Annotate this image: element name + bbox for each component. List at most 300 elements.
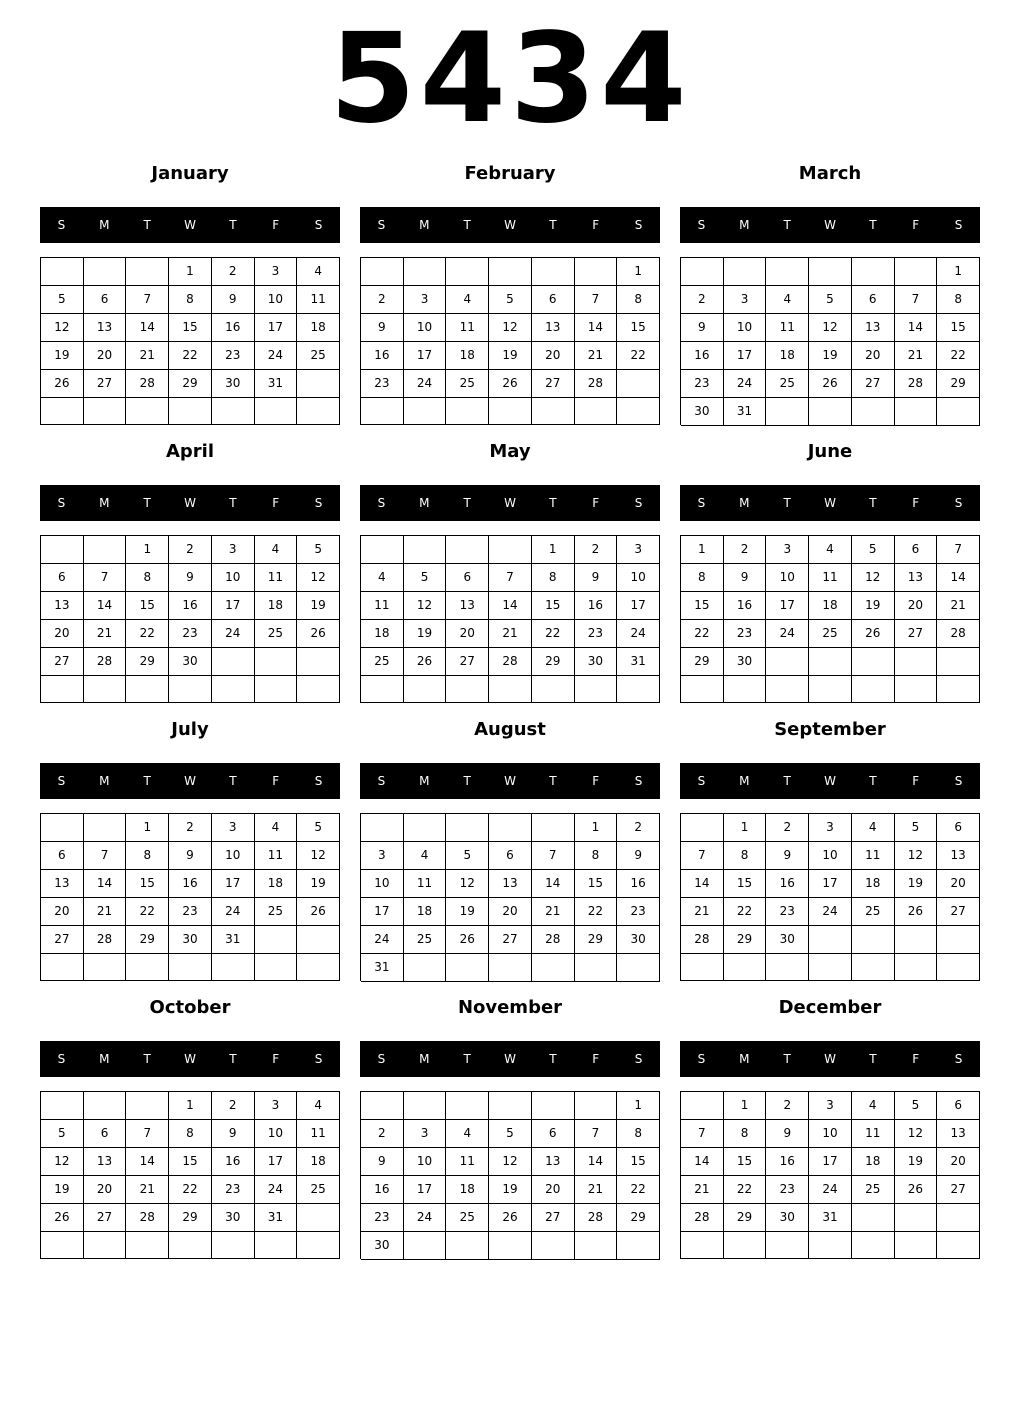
weekday-label: T [143, 1052, 151, 1066]
day-cell: 20 [852, 342, 895, 370]
weekday-label: W [504, 218, 516, 232]
day-cell: 7 [532, 842, 575, 870]
day-cell: 26 [41, 1204, 84, 1232]
day-cell: 24 [212, 898, 255, 926]
day-cell: 5 [41, 1120, 84, 1148]
day-cell: 18 [852, 870, 895, 898]
empty-cell [212, 954, 255, 981]
day-cell: 25 [852, 1176, 895, 1204]
day-cell: 27 [532, 370, 575, 398]
empty-cell [126, 1232, 169, 1259]
weekday-label: F [592, 496, 600, 510]
weekday-label: F [272, 1052, 280, 1066]
day-cell: 12 [404, 592, 447, 620]
day-cell: 18 [446, 1176, 489, 1204]
empty-cell [852, 676, 895, 703]
day-cell: 19 [895, 1148, 938, 1176]
day-cell: 10 [724, 314, 767, 342]
day-cell: 12 [297, 842, 340, 870]
day-cell: 23 [766, 1176, 809, 1204]
day-cell: 25 [404, 926, 447, 954]
day-cell: 21 [126, 1176, 169, 1204]
day-cell: 30 [724, 648, 767, 676]
day-cell: 19 [895, 870, 938, 898]
day-cell: 23 [575, 620, 618, 648]
day-cell: 30 [361, 1232, 404, 1260]
day-cell: 3 [255, 1092, 298, 1120]
day-grid [40, 257, 340, 425]
day-cell: 23 [169, 898, 212, 926]
day-cell: 25 [297, 1176, 340, 1204]
empty-cell [446, 258, 489, 286]
day-cell: 20 [41, 620, 84, 648]
empty-cell [895, 258, 938, 286]
day-cell: 2 [766, 814, 809, 842]
day-cell: 1 [724, 1092, 767, 1120]
day-cell: 2 [361, 1120, 404, 1148]
day-cell: 26 [852, 620, 895, 648]
day-cell: 6 [41, 842, 84, 870]
day-cell: 15 [575, 870, 618, 898]
day-cell: 2 [212, 258, 255, 286]
day-cell: 24 [809, 1176, 852, 1204]
day-grid [40, 1091, 340, 1259]
weekday-header [40, 485, 340, 521]
empty-cell [766, 258, 809, 286]
day-cell: 18 [852, 1148, 895, 1176]
day-cell: 4 [446, 286, 489, 314]
empty-cell [212, 648, 255, 676]
day-cell: 9 [681, 314, 724, 342]
day-cell: 8 [724, 842, 767, 870]
empty-cell [489, 814, 532, 842]
day-cell: 11 [446, 1148, 489, 1176]
weekday-label: S [314, 1052, 323, 1066]
day-cell: 8 [126, 564, 169, 592]
empty-cell [361, 814, 404, 842]
weekday-label: T [143, 218, 151, 232]
day-cell: 16 [169, 870, 212, 898]
day-cell: 30 [766, 1204, 809, 1232]
empty-cell [937, 398, 980, 426]
day-cell: 24 [255, 1176, 298, 1204]
day-cell: 3 [766, 536, 809, 564]
empty-cell [575, 954, 618, 982]
day-cell: 12 [446, 870, 489, 898]
empty-cell [852, 1204, 895, 1232]
empty-cell [255, 1232, 298, 1259]
day-grid [680, 535, 980, 703]
day-cell: 4 [446, 1120, 489, 1148]
day-grid [40, 535, 340, 703]
day-cell: 22 [724, 898, 767, 926]
empty-cell [361, 536, 404, 564]
empty-cell [575, 1232, 618, 1260]
empty-cell [724, 954, 767, 981]
day-cell: 25 [446, 370, 489, 398]
day-cell: 10 [809, 842, 852, 870]
day-cell: 10 [212, 564, 255, 592]
day-cell: 29 [169, 1204, 212, 1232]
weekday-label: W [504, 1052, 516, 1066]
day-cell: 21 [489, 620, 532, 648]
empty-cell [809, 648, 852, 676]
day-cell: 3 [255, 258, 298, 286]
day-cell: 7 [681, 1120, 724, 1148]
day-cell: 13 [937, 842, 980, 870]
empty-cell [446, 1232, 489, 1260]
day-cell: 23 [681, 370, 724, 398]
day-cell: 8 [575, 842, 618, 870]
day-cell: 22 [126, 898, 169, 926]
empty-cell [361, 676, 404, 703]
day-grid [360, 535, 660, 703]
day-cell: 6 [937, 1092, 980, 1120]
day-cell: 17 [212, 592, 255, 620]
day-cell: 18 [361, 620, 404, 648]
empty-cell [766, 1232, 809, 1259]
day-cell: 9 [169, 842, 212, 870]
day-cell: 11 [297, 1120, 340, 1148]
day-grid [680, 257, 980, 425]
empty-cell [446, 954, 489, 982]
day-cell: 29 [575, 926, 618, 954]
day-cell: 13 [852, 314, 895, 342]
day-cell: 6 [446, 564, 489, 592]
day-cell: 14 [126, 1148, 169, 1176]
day-cell: 24 [212, 620, 255, 648]
day-cell: 15 [532, 592, 575, 620]
day-cell: 11 [255, 842, 298, 870]
day-cell: 28 [532, 926, 575, 954]
day-cell: 15 [617, 1148, 660, 1176]
day-cell: 12 [489, 1148, 532, 1176]
day-cell: 28 [489, 648, 532, 676]
day-cell: 19 [489, 1176, 532, 1204]
empty-cell [404, 676, 447, 703]
day-cell: 20 [937, 870, 980, 898]
empty-cell [532, 676, 575, 703]
weekday-label: F [912, 218, 920, 232]
day-cell: 8 [126, 842, 169, 870]
day-cell: 1 [617, 258, 660, 286]
day-cell: 27 [41, 648, 84, 676]
month-name: August [474, 719, 546, 740]
empty-cell [169, 954, 212, 981]
day-cell: 20 [84, 1176, 127, 1204]
empty-cell [41, 258, 84, 286]
weekday-label: F [912, 496, 920, 510]
day-cell: 22 [126, 620, 169, 648]
weekday-label: T [549, 218, 557, 232]
empty-cell [446, 676, 489, 703]
weekday-label: T [783, 218, 791, 232]
day-cell: 25 [255, 620, 298, 648]
day-cell: 16 [169, 592, 212, 620]
day-cell: 27 [937, 1176, 980, 1204]
day-cell: 10 [255, 286, 298, 314]
day-cell: 11 [404, 870, 447, 898]
empty-cell [724, 258, 767, 286]
day-cell: 4 [852, 1092, 895, 1120]
day-cell: 28 [575, 1204, 618, 1232]
day-cell: 3 [404, 286, 447, 314]
day-cell: 12 [41, 314, 84, 342]
month-name: November [457, 997, 563, 1018]
day-cell: 20 [532, 1176, 575, 1204]
day-cell: 30 [575, 648, 618, 676]
day-cell: 11 [361, 592, 404, 620]
day-cell: 5 [489, 286, 532, 314]
empty-cell [84, 1092, 127, 1120]
day-cell: 4 [766, 286, 809, 314]
day-cell: 23 [766, 898, 809, 926]
empty-cell [446, 536, 489, 564]
weekday-label: S [634, 1052, 643, 1066]
empty-cell [84, 398, 127, 425]
empty-cell [681, 676, 724, 703]
day-cell: 26 [297, 898, 340, 926]
day-cell: 8 [724, 1120, 767, 1148]
day-cell: 19 [297, 870, 340, 898]
empty-cell [895, 1232, 938, 1259]
day-cell: 25 [446, 1204, 489, 1232]
empty-cell [575, 258, 618, 286]
day-cell: 24 [404, 370, 447, 398]
day-cell: 16 [724, 592, 767, 620]
day-cell: 13 [84, 314, 127, 342]
empty-cell [41, 1092, 84, 1120]
day-cell: 10 [617, 564, 660, 592]
weekday-label: W [824, 496, 836, 510]
weekday-label: T [549, 1052, 557, 1066]
day-cell: 29 [532, 648, 575, 676]
weekday-header [40, 207, 340, 243]
day-cell: 4 [361, 564, 404, 592]
day-cell: 22 [617, 1176, 660, 1204]
day-cell: 22 [617, 342, 660, 370]
empty-cell [489, 258, 532, 286]
day-cell: 27 [84, 370, 127, 398]
day-cell: 16 [212, 1148, 255, 1176]
empty-cell [446, 814, 489, 842]
weekday-header [680, 207, 980, 243]
day-cell: 23 [212, 1176, 255, 1204]
empty-cell [41, 954, 84, 981]
day-cell: 24 [809, 898, 852, 926]
day-cell: 30 [212, 1204, 255, 1232]
day-cell: 18 [297, 314, 340, 342]
day-cell: 4 [809, 536, 852, 564]
empty-cell [126, 1092, 169, 1120]
empty-cell [809, 954, 852, 981]
day-cell: 21 [575, 342, 618, 370]
empty-cell [404, 258, 447, 286]
empty-cell [255, 398, 298, 425]
day-cell: 9 [361, 1148, 404, 1176]
empty-cell [575, 1092, 618, 1120]
day-cell: 3 [404, 1120, 447, 1148]
day-cell: 26 [895, 898, 938, 926]
day-cell: 2 [681, 286, 724, 314]
day-cell: 21 [84, 898, 127, 926]
day-cell: 14 [126, 314, 169, 342]
weekday-label: T [869, 774, 877, 788]
month-name: October [149, 997, 231, 1018]
day-cell: 28 [84, 648, 127, 676]
day-cell: 16 [575, 592, 618, 620]
day-cell: 5 [446, 842, 489, 870]
day-cell: 12 [489, 314, 532, 342]
day-cell: 2 [575, 536, 618, 564]
day-cell: 9 [169, 564, 212, 592]
day-cell: 29 [126, 926, 169, 954]
empty-cell [724, 1232, 767, 1259]
day-cell: 5 [852, 536, 895, 564]
day-cell: 21 [895, 342, 938, 370]
empty-cell [681, 1092, 724, 1120]
day-cell: 27 [532, 1204, 575, 1232]
day-cell: 15 [126, 592, 169, 620]
day-cell: 8 [937, 286, 980, 314]
day-cell: 5 [809, 286, 852, 314]
day-cell: 13 [446, 592, 489, 620]
empty-cell [297, 1232, 340, 1259]
day-cell: 29 [724, 1204, 767, 1232]
day-cell: 19 [852, 592, 895, 620]
empty-cell [446, 1092, 489, 1120]
weekday-label: W [504, 496, 516, 510]
weekday-label: T [463, 496, 471, 510]
empty-cell [809, 926, 852, 954]
day-cell: 22 [169, 342, 212, 370]
day-cell: 29 [126, 648, 169, 676]
day-cell: 17 [766, 592, 809, 620]
empty-cell [809, 676, 852, 703]
empty-cell [489, 398, 532, 425]
day-cell: 5 [41, 286, 84, 314]
day-cell: 17 [404, 342, 447, 370]
day-cell: 2 [617, 814, 660, 842]
empty-cell [937, 926, 980, 954]
weekday-label: T [549, 496, 557, 510]
empty-cell [895, 1204, 938, 1232]
empty-cell [297, 648, 340, 676]
weekday-label: S [954, 1052, 963, 1066]
weekday-label: W [824, 1052, 836, 1066]
day-cell: 14 [681, 1148, 724, 1176]
day-cell: 3 [361, 842, 404, 870]
day-cell: 26 [809, 370, 852, 398]
empty-cell [361, 398, 404, 425]
day-cell: 5 [895, 814, 938, 842]
empty-cell [895, 648, 938, 676]
day-cell: 28 [895, 370, 938, 398]
day-cell: 30 [169, 926, 212, 954]
weekday-label: S [634, 774, 643, 788]
weekday-label: M [99, 1052, 110, 1066]
day-cell: 3 [724, 286, 767, 314]
empty-cell [895, 676, 938, 703]
day-cell: 15 [937, 314, 980, 342]
day-cell: 7 [937, 536, 980, 564]
weekday-label: T [143, 774, 151, 788]
day-cell: 14 [575, 1148, 618, 1176]
empty-cell [126, 954, 169, 981]
day-cell: 23 [724, 620, 767, 648]
empty-cell [575, 398, 618, 425]
day-cell: 27 [41, 926, 84, 954]
day-cell: 13 [41, 592, 84, 620]
day-cell: 31 [809, 1204, 852, 1232]
day-cell: 1 [617, 1092, 660, 1120]
weekday-label: T [143, 496, 151, 510]
empty-cell [41, 1232, 84, 1259]
weekday-label: T [783, 1052, 791, 1066]
empty-cell [446, 398, 489, 425]
day-cell: 31 [255, 1204, 298, 1232]
empty-cell [41, 814, 84, 842]
weekday-label: W [184, 218, 196, 232]
day-cell: 17 [255, 1148, 298, 1176]
day-cell: 4 [297, 1092, 340, 1120]
empty-cell [681, 258, 724, 286]
empty-cell [404, 536, 447, 564]
empty-cell [681, 814, 724, 842]
day-cell: 13 [489, 870, 532, 898]
day-cell: 26 [489, 370, 532, 398]
day-cell: 19 [446, 898, 489, 926]
day-cell: 16 [766, 870, 809, 898]
empty-cell [809, 258, 852, 286]
day-cell: 19 [297, 592, 340, 620]
empty-cell [255, 926, 298, 954]
empty-cell [489, 1232, 532, 1260]
day-cell: 25 [766, 370, 809, 398]
day-cell: 26 [404, 648, 447, 676]
weekday-label: S [697, 496, 706, 510]
day-cell: 20 [41, 898, 84, 926]
day-cell: 16 [212, 314, 255, 342]
weekday-label: T [549, 774, 557, 788]
day-cell: 27 [895, 620, 938, 648]
day-cell: 25 [852, 898, 895, 926]
weekday-label: M [739, 496, 750, 510]
day-cell: 16 [361, 342, 404, 370]
day-cell: 28 [575, 370, 618, 398]
day-grid [40, 813, 340, 981]
day-cell: 7 [84, 564, 127, 592]
day-cell: 18 [297, 1148, 340, 1176]
day-cell: 28 [681, 1204, 724, 1232]
day-cell: 26 [41, 370, 84, 398]
empty-cell [532, 258, 575, 286]
day-cell: 21 [532, 898, 575, 926]
empty-cell [766, 676, 809, 703]
empty-cell [766, 954, 809, 981]
day-cell: 16 [617, 870, 660, 898]
empty-cell [532, 1232, 575, 1260]
day-cell: 12 [809, 314, 852, 342]
empty-cell [361, 258, 404, 286]
day-cell: 22 [681, 620, 724, 648]
day-cell: 22 [724, 1176, 767, 1204]
day-cell: 12 [852, 564, 895, 592]
empty-cell [724, 676, 767, 703]
day-cell: 9 [617, 842, 660, 870]
empty-cell [84, 676, 127, 703]
weekday-label: S [377, 774, 386, 788]
